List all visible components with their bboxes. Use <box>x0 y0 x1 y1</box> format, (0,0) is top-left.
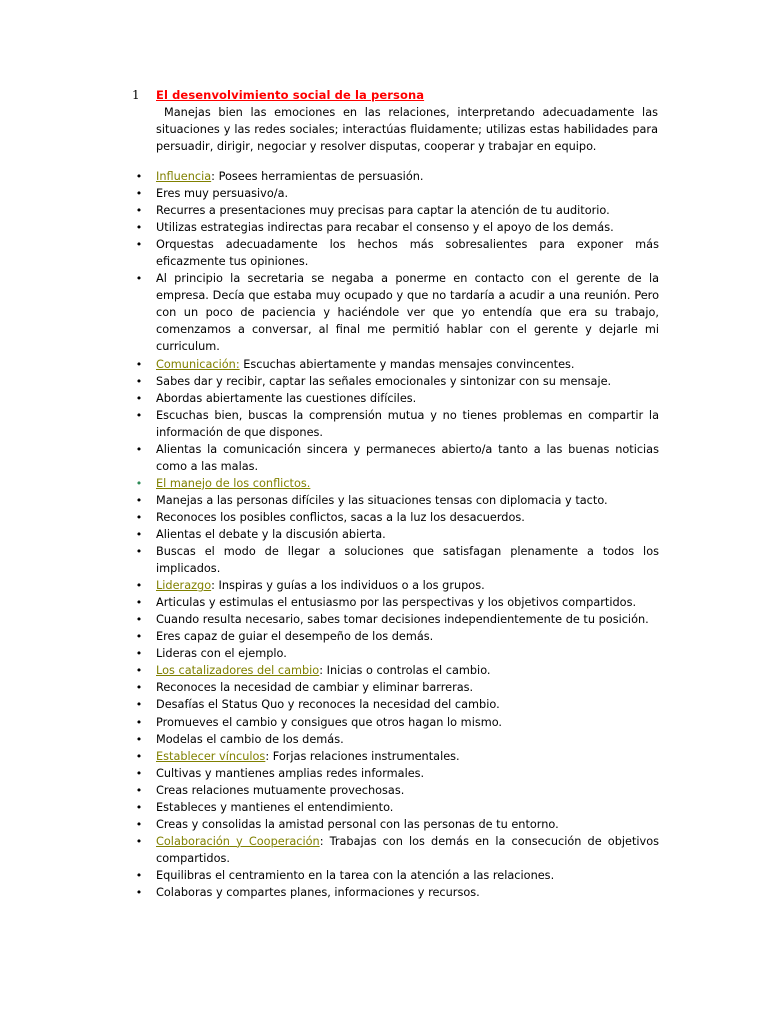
list-item <box>135 611 659 628</box>
bullet-icon: • <box>135 221 143 235</box>
list-item <box>135 696 659 713</box>
list-item-text: Forjas relaciones instrumentales. <box>272 749 460 763</box>
list-item <box>135 867 659 884</box>
bullet-icon: • <box>135 510 143 524</box>
section-title: El desenvolvimiento social de la persona <box>156 88 425 102</box>
section-number: 1 <box>132 88 140 102</box>
list-item <box>135 270 659 355</box>
bullet-icon: • <box>135 681 143 695</box>
bullet-icon: • <box>135 783 143 797</box>
list-item-text: Colaboras y compartes planes, informaciones y recursos. <box>156 885 480 899</box>
list-item <box>135 884 659 901</box>
list-item <box>135 662 659 679</box>
list-item-text: Cultivas y mantienes amplias redes informales. <box>156 766 425 780</box>
bullet-icon: • <box>135 715 143 729</box>
list-item-text: Abordas abiertamente las cuestiones difíciles. <box>156 391 417 405</box>
list-item <box>135 236 659 270</box>
list-item <box>135 168 659 185</box>
list-item <box>135 748 659 765</box>
bullet-icon: • <box>135 545 143 559</box>
list-item-text: Escuchas abiertamente y mandas mensajes convincentes. <box>243 357 575 371</box>
list-item-separator: : <box>319 664 327 678</box>
list-item-term: Comunicación: <box>156 357 240 371</box>
list-item <box>135 202 659 219</box>
list-item-term: Colaboración y Cooperación <box>156 834 320 848</box>
list-item-text: Inspiras y guías a los individuos o a los grupos. <box>218 579 485 593</box>
list-item-text: Trabajas con los demás en la consecución de objetivos compartidos. <box>156 834 660 865</box>
list-item <box>135 833 660 867</box>
bullet-icon: • <box>135 391 143 405</box>
list-item <box>135 543 659 577</box>
bullet-icon: • <box>135 766 143 780</box>
bullet-icon: • <box>135 613 143 627</box>
list-item-term: Liderazgo <box>156 579 212 593</box>
bullet-icon: • <box>135 868 143 882</box>
list-item <box>135 407 659 441</box>
section-heading <box>132 87 672 104</box>
bullet-icon: • <box>135 817 143 831</box>
bullet-icon: • <box>135 238 143 252</box>
list-item-term: Influencia <box>156 170 212 183</box>
list-item <box>135 441 659 475</box>
list-item-text: Recurres a presentaciones muy precisas para captar la atención de tu auditorio. <box>156 204 610 218</box>
list-item-separator: : <box>265 749 273 763</box>
list-item <box>135 782 659 799</box>
bullet-icon: • <box>135 374 143 388</box>
list-item-text: Desafías el Status Quo y reconoces la necesidad del cambio. <box>156 698 500 712</box>
bullet-icon: • <box>135 834 143 848</box>
list-item-text: Manejas a las personas difíciles y las situaciones tensas con diplomacia y tacto. <box>156 493 608 507</box>
list-item <box>135 219 659 236</box>
bullet-icon: • <box>135 749 143 763</box>
list-item-separator: : <box>319 834 330 848</box>
bullet-list <box>0 168 768 901</box>
list-item <box>135 816 659 833</box>
bullet-icon: • <box>135 647 143 661</box>
bullet-icon: • <box>135 170 143 183</box>
bullet-icon: • <box>135 596 143 610</box>
list-item-term: Los catalizadores del cambio <box>156 664 320 678</box>
list-item <box>135 509 659 526</box>
list-item-text: Orquestas adecuadamente los hechos más sobresalientes para exponer más eficazmente tus opiniones. <box>156 238 659 269</box>
bullet-icon: • <box>135 204 143 218</box>
bullet-icon: • <box>135 885 143 899</box>
bullet-icon: • <box>135 630 143 644</box>
list-item-term: Establecer vínculos <box>156 749 266 763</box>
list-item-text: Eres capaz de guiar el desempeño de los demás. <box>156 630 434 644</box>
bullet-icon: • <box>135 408 143 422</box>
list-item <box>135 185 659 202</box>
bullet-icon: • <box>135 493 143 507</box>
bullet-icon: • <box>135 272 143 286</box>
list-item <box>135 628 659 645</box>
list-item <box>135 799 659 816</box>
intro-paragraph: Manejas bien las emociones en las relaciones, interpretando adecuadamente las situaciones y las redes sociales; interactúas fluidamente; utilizas estas habilidades para persuadir, dirigir, negociar y resolver disputas, cooperar y trabajar en equipo. <box>156 106 658 153</box>
list-item <box>135 765 659 782</box>
list-item-text: Alientas el debate y la discusión abierta. <box>156 527 386 541</box>
list-item-separator: : <box>211 170 219 183</box>
bullet-icon: • <box>135 664 143 678</box>
list-item-text: Escuchas bien, buscas la comprensión mutua y no tienes problemas en compartir la información de que dispones. <box>156 408 659 439</box>
list-item-text: Promueves el cambio y consigues que otros hagan lo mismo. <box>156 715 503 729</box>
list-item <box>135 679 659 696</box>
list-item <box>135 577 659 594</box>
list-item-text: Inicias o controlas el cambio. <box>326 664 491 678</box>
bullet-icon: • <box>135 527 143 541</box>
list-item <box>135 645 659 662</box>
list-item <box>135 714 659 731</box>
list-item-text: Al principio la secretaria se negaba a ponerme en contacto con el gerente de la empresa. Decía que estaba muy ocupado y que no tardaría a acudir a una reunión. Pero con un poco de paciencia y haciéndole ver que yo entendía que era su trabajo, comenzamos a conversar, al final me permitió hablar con el gerente y dejarle mi curriculum. <box>156 272 659 354</box>
list-item <box>135 731 659 748</box>
list-item-text: Sabes dar y recibir, captar las señales emocionales y sintonizar con su mensaje. <box>156 374 612 388</box>
list-item <box>135 475 659 492</box>
bullet-icon: • <box>135 476 143 490</box>
list-item-term: El manejo de los conflictos. <box>156 476 311 490</box>
list-item-text: Utilizas estrategias indirectas para recabar el consenso y el apoyo de los demás. <box>156 221 614 235</box>
list-item-text: Equilibras el centramiento en la tarea con la atención a las relaciones. <box>156 868 555 882</box>
bullet-icon: • <box>135 732 143 746</box>
list-item-text: Reconoces los posibles conflictos, sacas a la luz los desacuerdos. <box>156 510 525 524</box>
bullet-icon: • <box>135 187 143 201</box>
list-item-text: Creas relaciones mutuamente provechosas. <box>156 783 405 797</box>
bullet-icon: • <box>135 698 143 712</box>
list-item <box>135 356 659 373</box>
bullet-icon: • <box>135 357 143 371</box>
list-item-text: Alientas la comunicación sincera y permaneces abierto/a tanto a las buenas noticias como a las malas. <box>156 442 659 473</box>
list-item-text: Estableces y mantienes el entendimiento. <box>156 800 394 814</box>
list-item-text: Reconoces la necesidad de cambiar y eliminar barreras. <box>156 681 474 695</box>
list-item <box>135 526 659 543</box>
list-item-text: Eres muy persuasivo/a. <box>156 187 289 201</box>
list-item <box>135 492 659 509</box>
bullet-icon: • <box>135 800 143 814</box>
bullet-icon: • <box>135 579 143 593</box>
list-item-separator: : <box>211 579 219 593</box>
list-item <box>135 373 659 390</box>
list-item <box>135 594 659 611</box>
bullet-icon: • <box>135 442 143 456</box>
list-item-text: Lideras con el ejemplo. <box>156 647 287 661</box>
list-item-text: Cuando resulta necesario, sabes tomar decisiones independientemente de tu posición. <box>156 613 649 627</box>
list-item-text: Creas y consolidas la amistad personal con las personas de tu entorno. <box>156 817 559 831</box>
list-item-text: Modelas el cambio de los demás. <box>156 732 344 746</box>
list-item-text: Buscas el modo de llegar a soluciones que satisfagan plenamente a todos los implicados. <box>156 545 659 576</box>
list-item-text: Posees herramientas de persuasión. <box>218 170 424 183</box>
list-item-text: Articulas y estimulas el entusiasmo por las perspectivas y los objetivos compartidos. <box>156 596 637 610</box>
list-item <box>135 390 659 407</box>
